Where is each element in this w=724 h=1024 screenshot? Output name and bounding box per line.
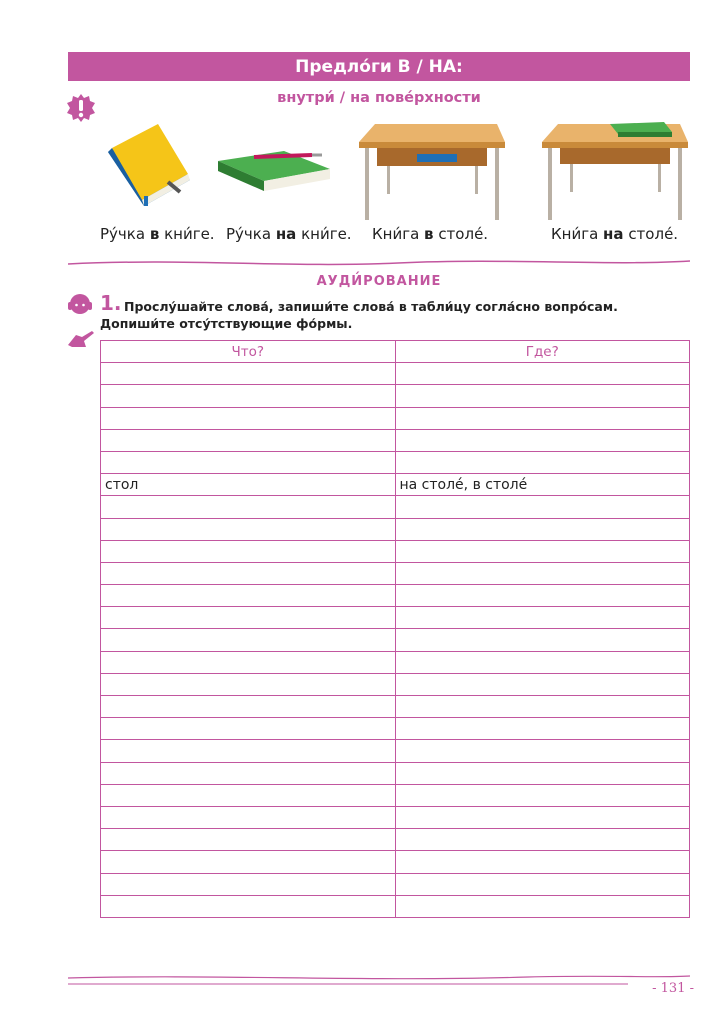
cell-where[interactable] xyxy=(395,629,690,651)
cell-what[interactable] xyxy=(101,540,396,562)
cell-what[interactable] xyxy=(101,873,396,895)
cell-where[interactable] xyxy=(395,385,690,407)
cell-where[interactable] xyxy=(395,407,690,429)
table-row xyxy=(101,718,690,740)
table-row xyxy=(101,585,690,607)
cell-where[interactable]: на столе́, в столе́ xyxy=(395,474,690,496)
page-title: Предло́ги В / НА: xyxy=(295,56,463,77)
cell-where[interactable] xyxy=(395,762,690,784)
exercise-instruction-line-1: Прослу́шайте слова́, запиши́те слова́ в табли́цу согла́сно вопро́сам. xyxy=(124,299,618,314)
table-row xyxy=(101,385,690,407)
cell-where[interactable] xyxy=(395,540,690,562)
book-with-pen-on-top-illustration xyxy=(214,143,334,191)
caption-book-on-desk: Кни́га на столе́. xyxy=(551,225,679,243)
cell-where[interactable] xyxy=(395,585,690,607)
caption-pen-in-book: Ру́чка в кни́ге. xyxy=(100,225,215,243)
table-row xyxy=(101,474,690,496)
cell-what[interactable] xyxy=(101,740,396,762)
column-header-where: Где? xyxy=(395,341,690,363)
caption-pen-on-book: Ру́чка на кни́ге. xyxy=(226,225,352,243)
desk-with-book-on-top-illustration xyxy=(540,118,690,222)
cell-where[interactable] xyxy=(395,851,690,873)
subtitle: внутри́ / на пове́рхности xyxy=(277,90,481,106)
table-row xyxy=(101,562,690,584)
cell-what[interactable] xyxy=(101,718,396,740)
bottom-wave-divider xyxy=(68,972,690,988)
cell-what[interactable] xyxy=(101,784,396,806)
section-title: АУДИ́РОВАНИЕ xyxy=(316,274,442,289)
cell-what[interactable]: стол xyxy=(101,474,396,496)
cell-where[interactable] xyxy=(395,451,690,473)
cell-what[interactable] xyxy=(101,429,396,451)
cell-what[interactable] xyxy=(101,363,396,385)
cell-what[interactable] xyxy=(101,451,396,473)
cell-where[interactable] xyxy=(395,673,690,695)
cell-where[interactable] xyxy=(395,496,690,518)
book-with-pen-inside-illustration xyxy=(98,122,194,208)
cell-what[interactable] xyxy=(101,806,396,828)
table-row xyxy=(101,407,690,429)
exercise-number: 1. xyxy=(100,291,122,315)
cell-where[interactable] xyxy=(395,429,690,451)
writing-hand-icon xyxy=(66,327,96,349)
table-row xyxy=(101,429,690,451)
table-row xyxy=(101,740,690,762)
cell-what[interactable] xyxy=(101,762,396,784)
table-row xyxy=(101,829,690,851)
table-row xyxy=(101,895,690,917)
cell-what[interactable] xyxy=(101,562,396,584)
table-row xyxy=(101,451,690,473)
table-row xyxy=(101,607,690,629)
listening-head-icon xyxy=(66,292,94,316)
cell-what[interactable] xyxy=(101,651,396,673)
table-row xyxy=(101,851,690,873)
table-row xyxy=(101,518,690,540)
cell-what[interactable] xyxy=(101,696,396,718)
cell-what[interactable] xyxy=(101,518,396,540)
page-title-banner xyxy=(68,52,690,81)
cell-where[interactable] xyxy=(395,363,690,385)
cell-what[interactable] xyxy=(101,385,396,407)
table-row xyxy=(101,629,690,651)
exercise-instruction-line-2: Допиши́те отсу́тствующие фо́рмы. xyxy=(100,316,353,331)
table-row xyxy=(101,696,690,718)
cell-what[interactable] xyxy=(101,673,396,695)
cell-where[interactable] xyxy=(395,607,690,629)
cell-what[interactable] xyxy=(101,629,396,651)
table-row xyxy=(101,651,690,673)
cell-where[interactable] xyxy=(395,873,690,895)
cell-what[interactable] xyxy=(101,607,396,629)
table-row xyxy=(101,762,690,784)
wave-divider xyxy=(68,256,690,270)
cell-where[interactable] xyxy=(395,829,690,851)
cell-what[interactable] xyxy=(101,895,396,917)
cell-where[interactable] xyxy=(395,562,690,584)
caption-book-in-desk: Кни́га в столе́. xyxy=(372,225,489,243)
answer-table xyxy=(100,340,690,918)
cell-what[interactable] xyxy=(101,829,396,851)
table-row xyxy=(101,784,690,806)
cell-where[interactable] xyxy=(395,696,690,718)
table-row xyxy=(101,363,690,385)
table-row xyxy=(101,496,690,518)
desk-with-book-inside-illustration xyxy=(357,118,507,222)
table-row xyxy=(101,673,690,695)
cell-where[interactable] xyxy=(395,740,690,762)
cell-where[interactable] xyxy=(395,806,690,828)
page-number: - 131 - xyxy=(652,981,694,996)
cell-what[interactable] xyxy=(101,851,396,873)
table-row xyxy=(101,806,690,828)
cell-what[interactable] xyxy=(101,496,396,518)
cell-where[interactable] xyxy=(395,895,690,917)
cell-what[interactable] xyxy=(101,407,396,429)
cell-where[interactable] xyxy=(395,718,690,740)
cell-where[interactable] xyxy=(395,784,690,806)
table-header-row xyxy=(101,341,690,363)
cell-where[interactable] xyxy=(395,651,690,673)
cell-where[interactable] xyxy=(395,518,690,540)
table-row xyxy=(101,540,690,562)
column-header-what: Что? xyxy=(101,341,396,363)
cell-what[interactable] xyxy=(101,585,396,607)
table-row xyxy=(101,873,690,895)
